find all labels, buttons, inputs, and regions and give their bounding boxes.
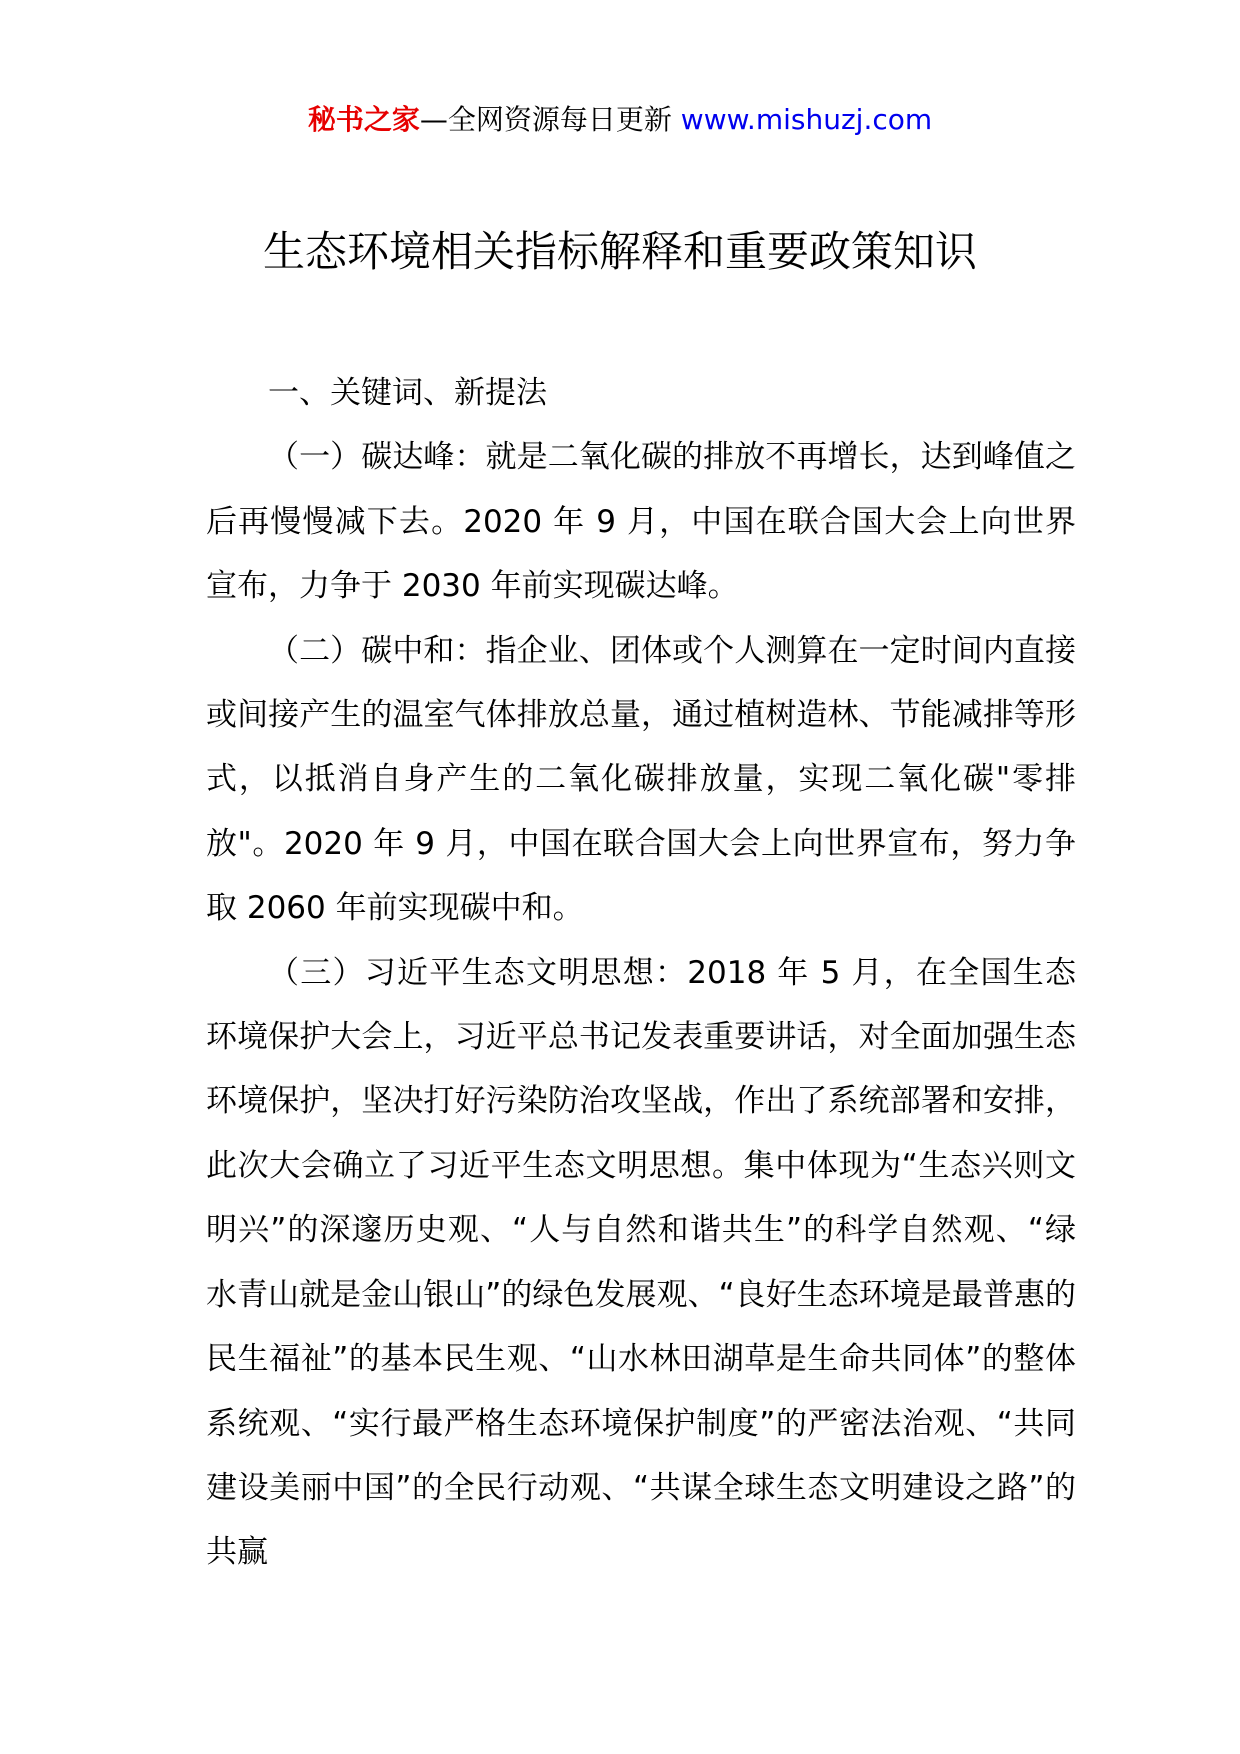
paragraph-eco-civilization-thought: （三）习近平生态文明思想：2018 年 5 月，在全国生态环境保护大会上，习近平总书记发表重要讲话，对全面加强生态环境保护，坚决打好污染防治攻坚战，作出了系统部署和安排，此次大会确立了习近平生态文明思想。集中体现为“生态兴则文明兴”的深邃历史观、“人与自然和谐共生”的科学自然观、“绿水青山就是金山银山”的绿色发展观、“良好生态环境是最普惠的民生福祉”的基本民生观、“山水林田湖草是生命共同体”的整体系统观、“实行最严格生态环境保护制度”的严密法治观、“共同建设美丽中国”的全民行动观、“共谋全球生态文明建设之路”的共赢: [206, 954, 1076, 1571]
document-body: [206, 361, 1076, 1585]
site-header: [0, 100, 1240, 140]
site-url-link[interactable]: www.mishuzj.com: [680, 103, 933, 136]
paragraph-carbon-neutrality: （二）碳中和：指企业、团体或个人测算在一定时间内直接或间接产生的温室气体排放总量，通过植树造林、节能减排等形式，以抵消自身产生的二氧化碳排放量，实现二氧化碳"零排放"。2020 年 9 月，中国在联合国大会上向世界宣布，努力争取 2060 年前实现碳中和。: [206, 632, 1076, 927]
document-title: 生态环境相关指标解释和重要政策知识: [262, 227, 977, 276]
brand-name: 秘书之家: [307, 103, 420, 136]
paragraph-carbon-peak: （一）碳达峰：就是二氧化碳的排放不再增长，达到峰值之后再慢慢减下去。2020 年 9 月，中国在联合国大会上向世界宣布，力争于 2030 年前实现碳达峰。: [206, 439, 1076, 605]
section-heading: 一、关键词、新提法: [268, 375, 547, 411]
header-tagline: —全网资源每日更新: [419, 103, 672, 136]
